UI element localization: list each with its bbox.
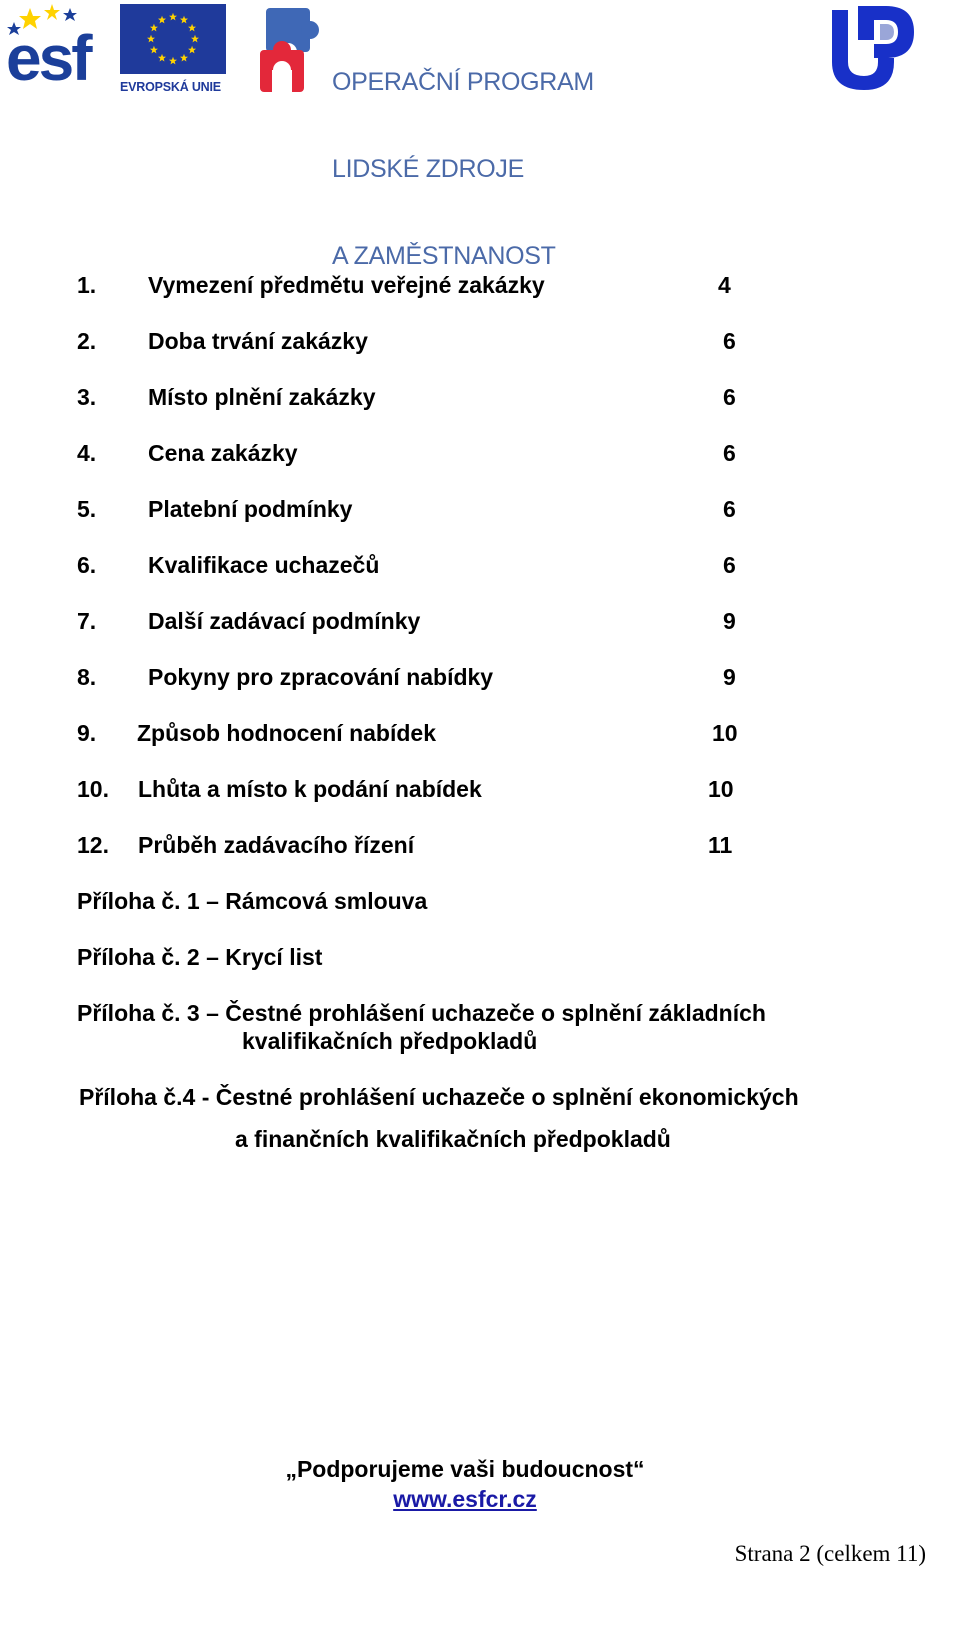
oplz-line-3: A ZAMĚSTNANOST [332, 242, 556, 270]
annex-item-title: Příloha č.4 - Čestné prohlášení uchazeče o splnění ekonomických [79, 1084, 799, 1110]
annex-item-continuation [242, 1027, 537, 1055]
toc-item-number: 1. [77, 272, 97, 298]
eu-star-icon [180, 54, 188, 62]
pp-logo-icon [824, 0, 920, 96]
toc-item-number: 9. [77, 720, 97, 746]
toc-item-number: 8. [77, 664, 97, 690]
toc-item-title: Způsob hodnocení nabídek [137, 720, 436, 746]
toc-item-page: 4 [718, 272, 731, 298]
toc-item-page: 6 [723, 440, 736, 466]
toc-item-title: Průběh zadávacího řízení [138, 832, 415, 858]
toc-item-number: 10. [77, 776, 109, 802]
annex-item-title-line2: a finančních kvalifikačních předpokladů [235, 1126, 671, 1152]
oplz-line-1: OPERAČNÍ PROGRAM [332, 68, 594, 96]
toc-item-title: Další zadávací podmínky [148, 608, 421, 634]
header [0, 0, 960, 270]
toc-item-page: 6 [723, 552, 736, 578]
eu-star-icon [188, 46, 196, 54]
eu-star-icon [188, 24, 196, 32]
annex-item[interactable] [77, 943, 322, 971]
toc-item-number: 3. [77, 384, 97, 410]
toc-item-page: 6 [723, 384, 736, 410]
toc-item-number: 2. [77, 328, 97, 354]
eu-star-icon [191, 35, 199, 43]
toc-item-page: 10 [712, 720, 738, 746]
footer-website-link[interactable]: www.esfcr.cz [393, 1486, 537, 1512]
eu-star-icon [169, 13, 177, 21]
toc-item-title: Lhůta a místo k podání nabídek [138, 776, 482, 802]
toc-item-number: 7. [77, 608, 97, 634]
toc-item-page: 6 [723, 328, 736, 354]
oplz-logo-icon [258, 4, 320, 94]
toc-item-title: Platební podmínky [148, 496, 353, 522]
eu-star-icon [150, 46, 158, 54]
footer-slogan: „Podporujeme vaši budoucnost“ [285, 1456, 645, 1482]
annex-item[interactable] [77, 887, 427, 915]
toc-item-page: 6 [723, 496, 736, 522]
toc-item-page: 9 [723, 664, 736, 690]
toc-item-title: Místo plnění zakázky [148, 384, 376, 410]
toc-item-number: 6. [77, 552, 97, 578]
toc-item-page: 9 [723, 608, 736, 634]
toc-item-title: Pokyny pro zpracování nabídky [148, 664, 494, 690]
annex-item[interactable] [79, 1083, 799, 1111]
annex-item[interactable] [77, 999, 766, 1027]
eu-star-icon [150, 24, 158, 32]
toc-item-title: Kvalifikace uchazečů [148, 552, 380, 578]
oplz-line-2: LIDSKÉ ZDROJE [332, 155, 524, 183]
eu-stars-icon [120, 4, 226, 74]
esf-logo [0, 0, 112, 96]
eu-star-icon [180, 16, 188, 24]
annex-item-continuation [235, 1125, 671, 1153]
toc-item-number: 5. [77, 496, 97, 522]
eu-star-icon [158, 16, 166, 24]
toc-item-number: 12. [77, 832, 109, 858]
toc-item-title: Doba trvání zakázky [148, 328, 368, 354]
annex-item-title: Příloha č. 2 – Krycí list [77, 944, 323, 970]
toc-item-number: 4. [77, 440, 97, 466]
toc-item-page: 11 [708, 832, 733, 858]
eu-flag [120, 4, 226, 74]
toc-item-page: 10 [708, 776, 734, 802]
eu-star-icon [169, 57, 177, 65]
eu-star-icon [147, 35, 155, 43]
eu-star-icon [158, 54, 166, 62]
annex-item-title-line2: kvalifikačních předpokladů [242, 1028, 538, 1054]
toc-item-title: Cena zakázky [148, 440, 298, 466]
page-number: Strana 2 (celkem 11) [734, 1541, 926, 1566]
eu-caption: EVROPSKÁ UNIE [120, 80, 221, 94]
annex-item-title: Příloha č. 1 – Rámcová smlouva [77, 888, 428, 914]
esf-logo-text: esf [6, 22, 90, 94]
annex-item-title: Příloha č. 3 – Čestné prohlášení uchazeče o splnění základních [77, 1000, 766, 1026]
toc-item-title: Vymezení předmětu veřejné zakázky [148, 272, 545, 298]
